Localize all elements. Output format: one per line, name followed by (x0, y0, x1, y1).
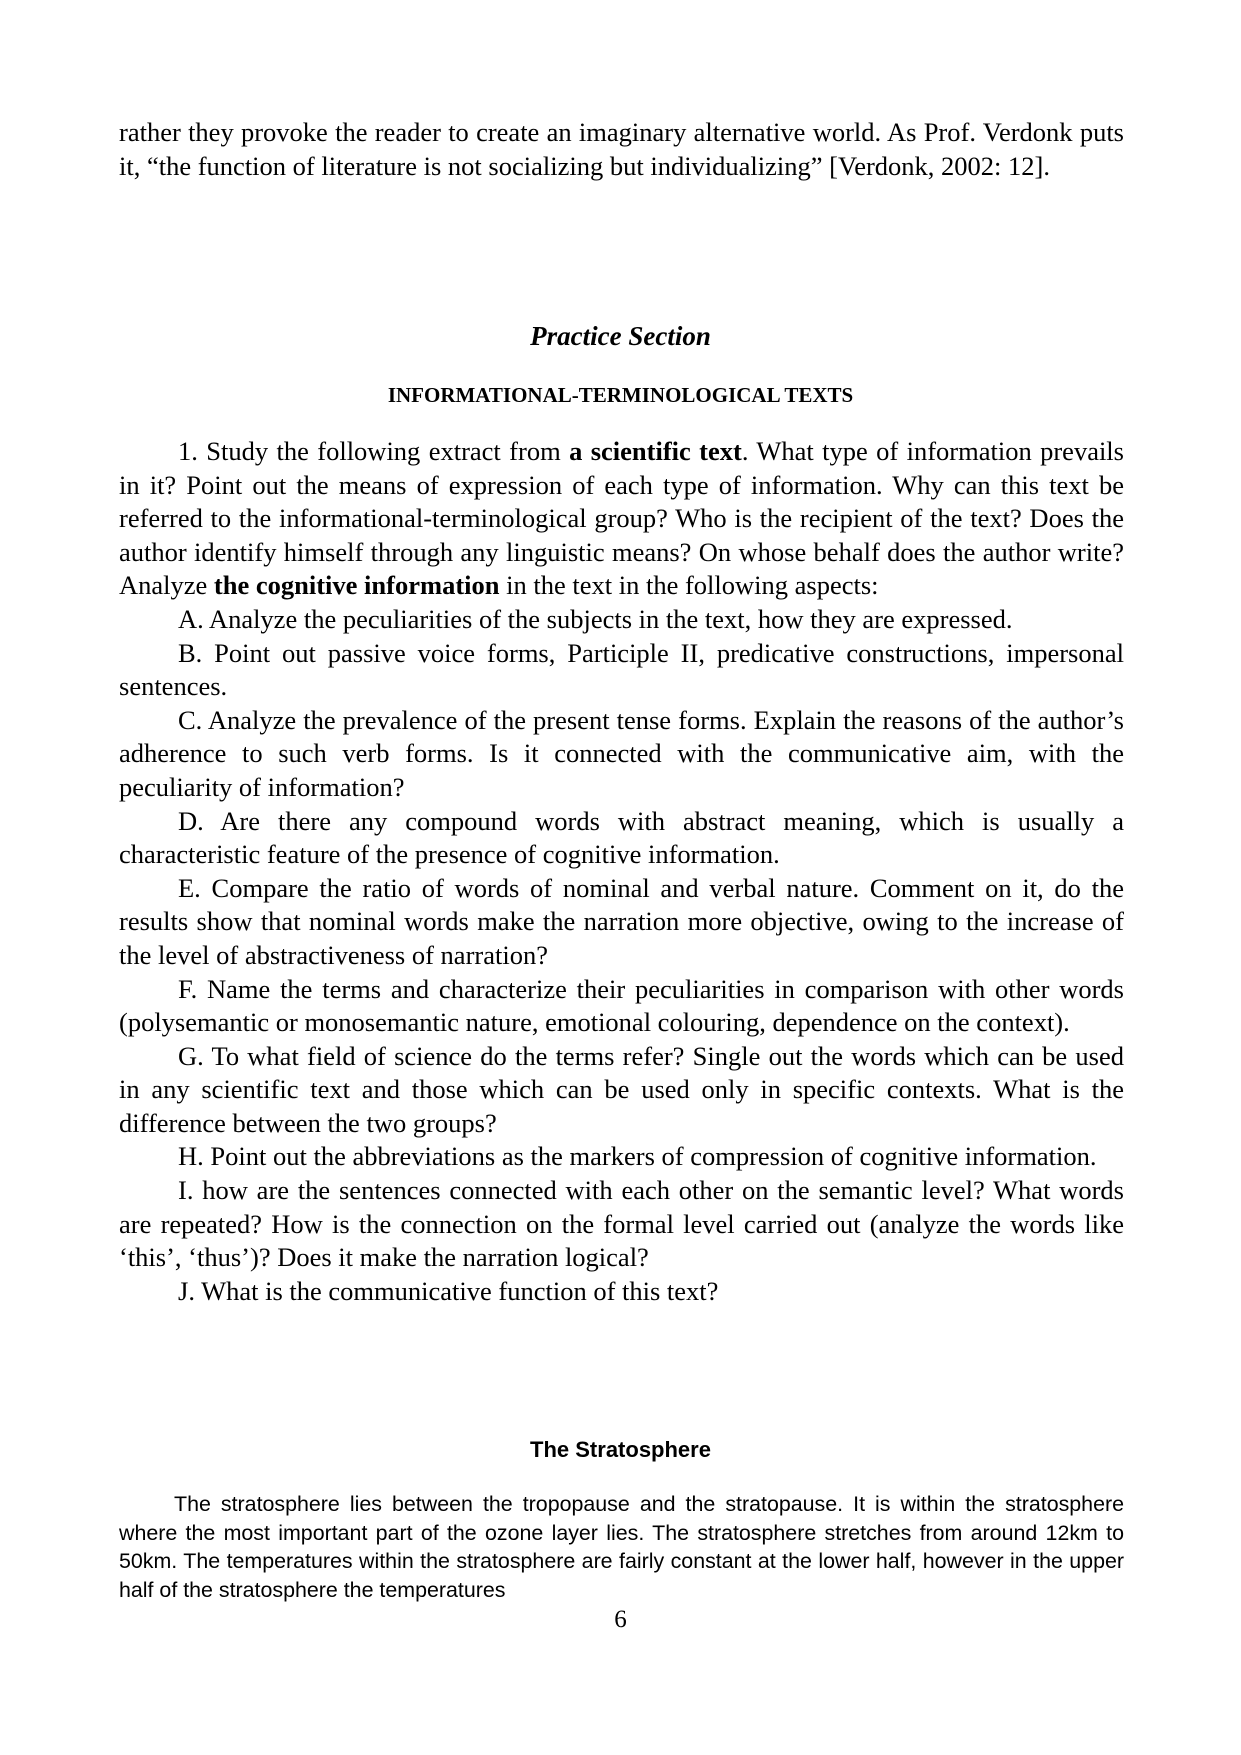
instruction-text-3: in the text in the following aspects: (499, 570, 879, 601)
instruction-text-1: 1. Study the following extract from (178, 436, 570, 466)
page-number: 6 (614, 1606, 627, 1633)
exercise-item-f: F. Name the terms and characterize their peculiarities in comparison with other words (polysemantic or monosemantic nature, emotional colouring, dependence on the context). (119, 973, 1124, 1038)
instruction-bold-scientific-text: a scientific text (569, 436, 742, 466)
exercise-item-a: A. Analyze the peculiarities of the subjects in the text, how they are expressed. (178, 603, 1013, 634)
exercise-item-d: D. Are there any compound words with abstract meaning, which is usually a characteristic feature of the presence of cognitive information. (119, 805, 1124, 870)
article-text: The stratosphere lies between the tropopause and the stratopause. It is within the stratosphere where the most important part of the ozone layer lies. The stratosphere stretches from around 12km to 50km. The temperatures within the stratosphere are fairly constant at the lower half, however in the upper half of the stratosphere the temperatures (119, 1492, 1124, 1602)
intro-paragraph: rather they provoke the reader to create an imaginary alternative world. As Prof. Verdonk puts it, “the function of literature is not socializing but individualizing” [Verdonk, 2002: 12]. (119, 117, 1124, 181)
section-title: Practice Section (530, 321, 711, 351)
exercise-item-h: H. Point out the abbreviations as the markers of compression of cognitive information. (178, 1141, 1097, 1172)
instruction-bold-cognitive-information: the cognitive information (213, 570, 500, 601)
instruction-text-2: . What type of information prevails in it? Point out the means of expression of each type of information. Why can this text be referred to the informational-terminological group? Who is the recipient of the text? Does the author identify himself through any linguistic means? On whose behalf does the author write? Analyze (119, 436, 1124, 601)
exercise-item-b: B. Point out passive voice forms, Participle II, predicative constructions, impersonal sentences. (119, 637, 1124, 702)
section-subheading: INFORMATIONAL-TERMINOLOGICAL TEXTS (387, 383, 854, 407)
exercise-item-e: E. Compare the ratio of words of nominal and verbal nature. Comment on it, do the results show that nominal words make the narration more objective, owing to the increase of the level of abstractiveness of narration? (119, 872, 1124, 970)
exercise-item-j: J. What is the communicative function of this text? (178, 1275, 719, 1306)
exercise-item-i: I. how are the sentences connected with each other on the semantic level? What words are repeated? How is the connection on the formal level carried out (analyze the words like ‘this’, ‘thus’)? Does it make the narration logical? (119, 1175, 1124, 1273)
exercise-item-c: C. Analyze the prevalence of the present tense forms. Explain the reasons of the author’s adherence to such verb forms. Is it connected with the communicative aim, with the peculiarity of information? (119, 704, 1124, 802)
exercise-item-g: G. To what field of science do the terms refer? Single out the words which can be used in any scientific text and those which can be used only in specific contexts. What is the difference between the two groups? (119, 1040, 1124, 1138)
exercise-instruction (119, 435, 1124, 603)
article-title: The Stratosphere (530, 1437, 711, 1462)
exercise-block (119, 435, 1124, 1308)
